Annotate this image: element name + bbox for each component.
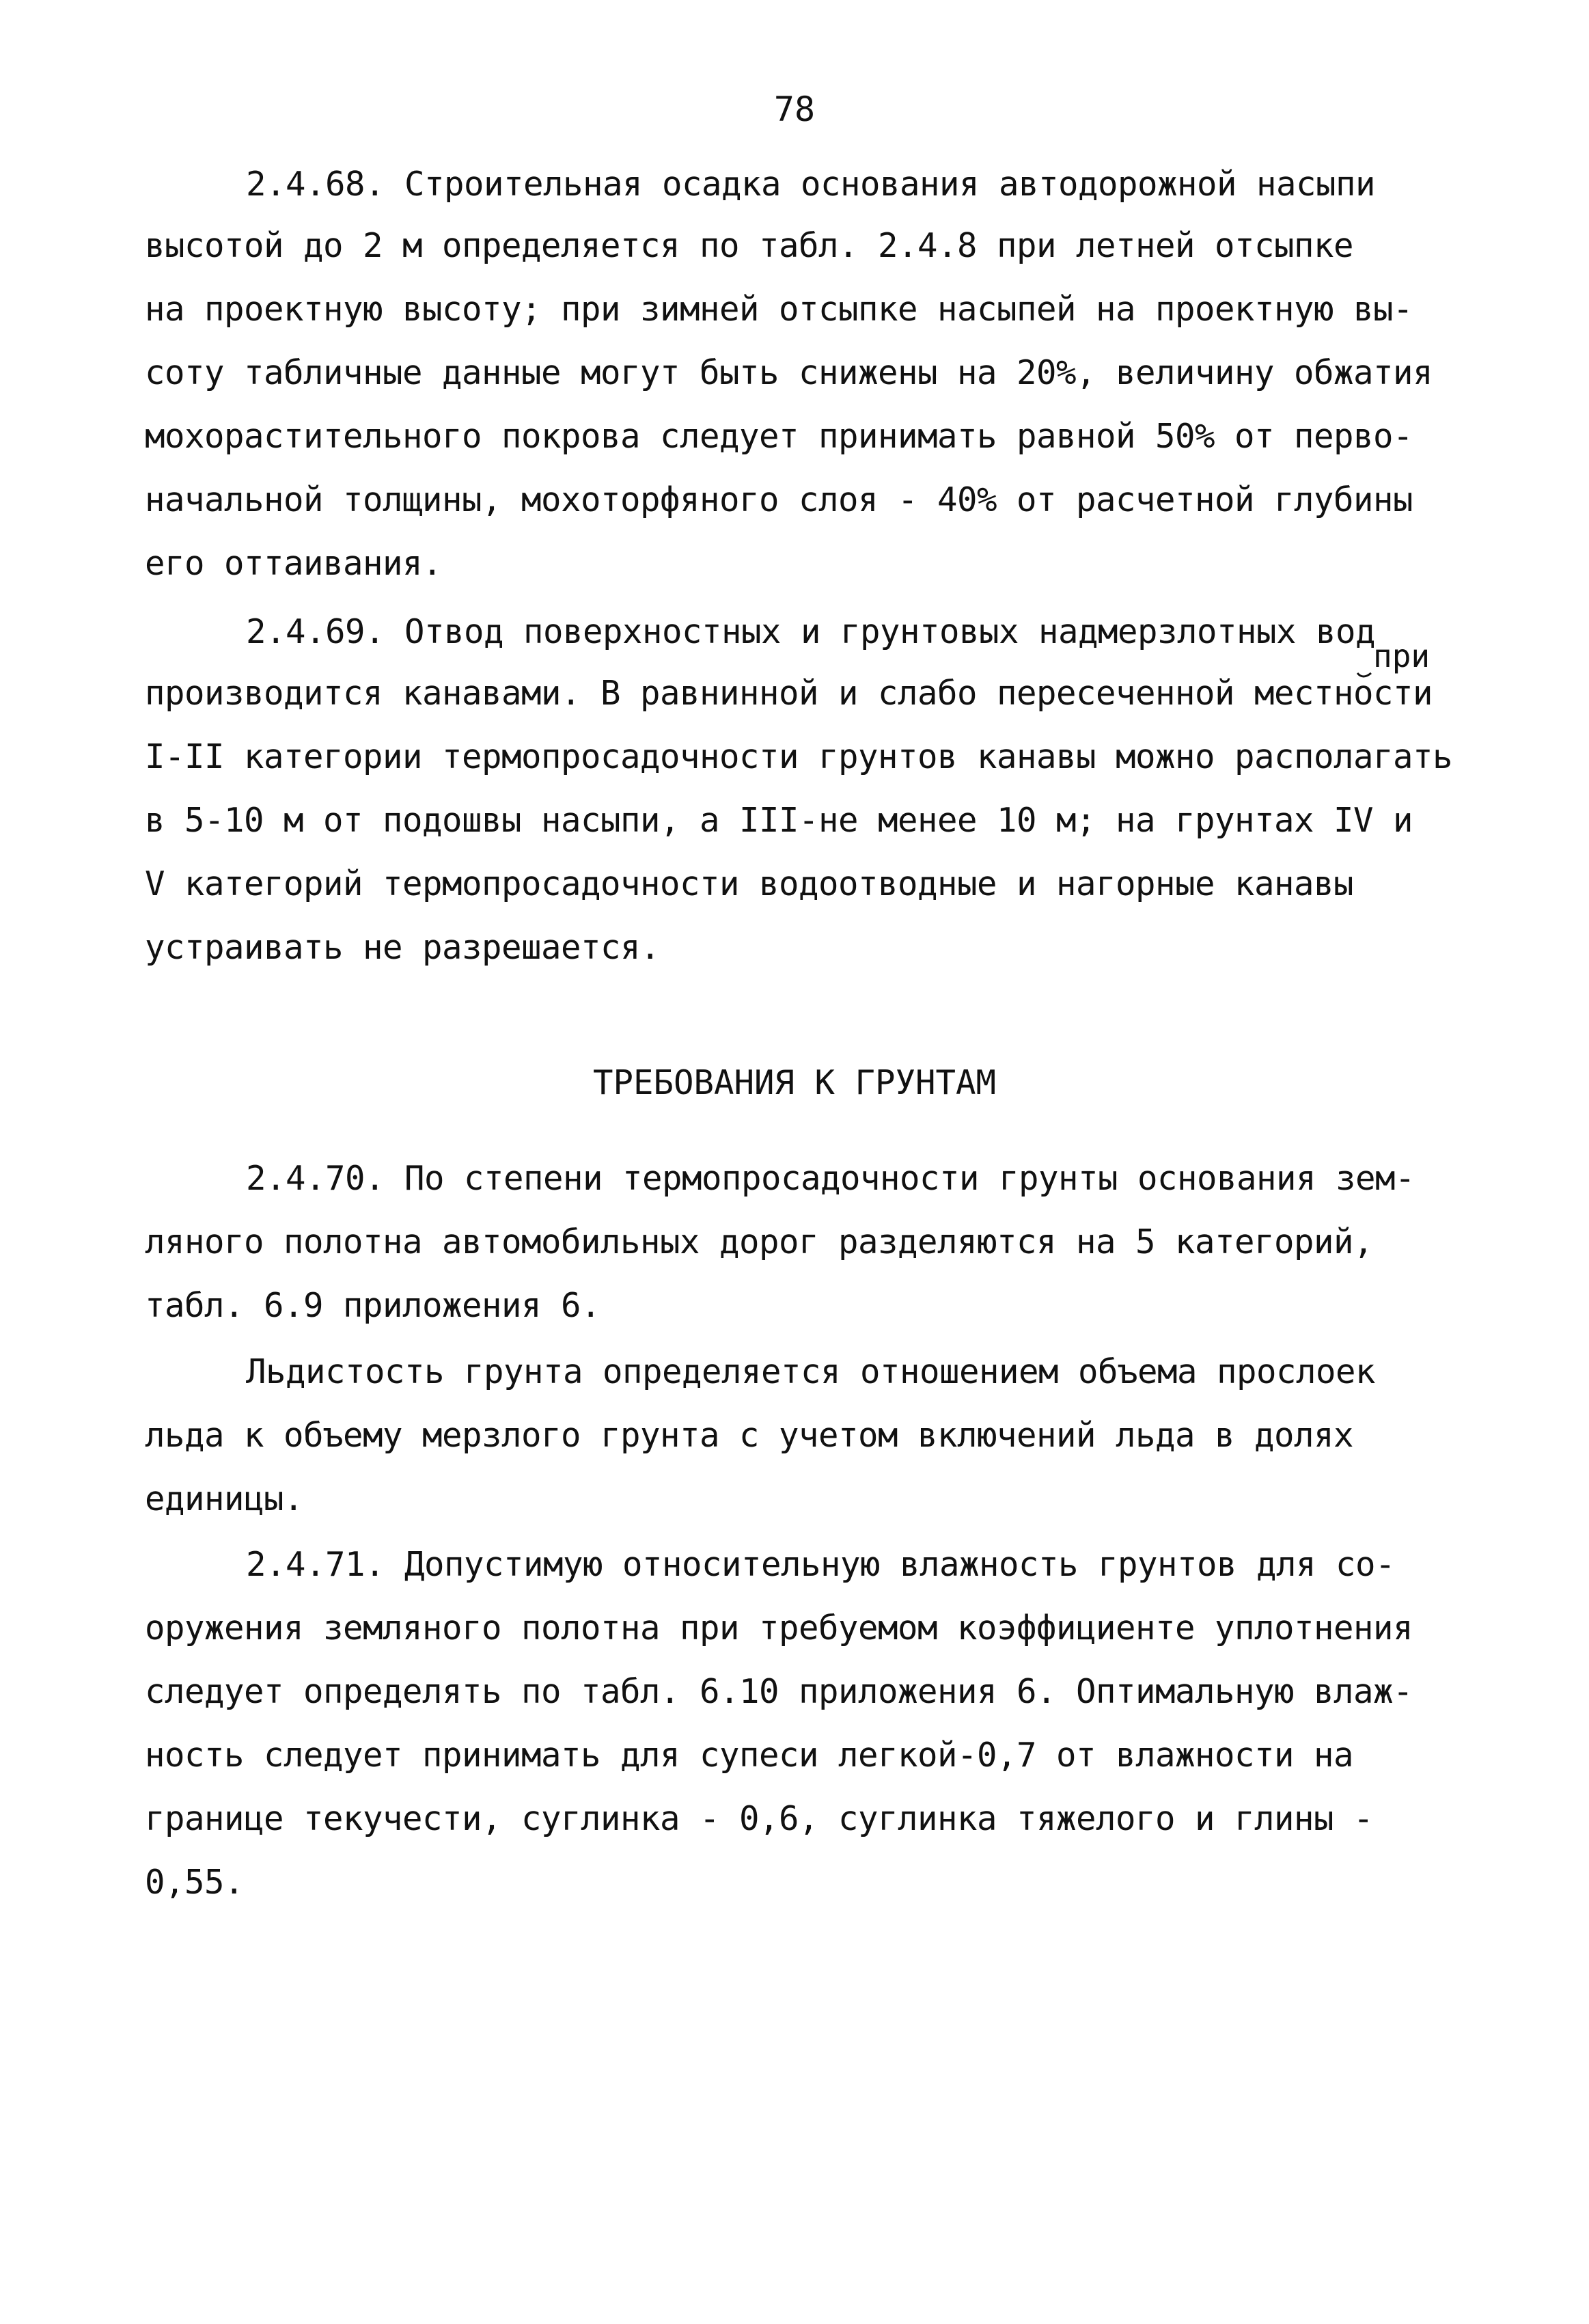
- text-line: 2.4.69. Отвод поверхностных и грунтовых надмерзлотных вод: [246, 612, 1376, 651]
- text-line: устраивать не разрешается.: [145, 928, 661, 967]
- text-line: на проектную высоту; при зимней отсыпке насыпей на проектную вы-: [145, 290, 1413, 329]
- text-line: соту табличные данные могут быть снижены на 20%, величину обжатия: [145, 353, 1433, 392]
- text-line: в 5-10 м от подошвы насыпи, а III-не менее 10 м; на грунтах IV и: [145, 801, 1413, 840]
- text-line: оружения земляного полотна при требуемом коэффициенте уплотнения: [145, 1609, 1413, 1648]
- text-line: высотой до 2 м определяется по табл. 2.4.8 при летней отсыпке: [145, 226, 1354, 265]
- text-line: ляного полотна автомобильных дорог разделяются на 5 категорий,: [145, 1222, 1374, 1261]
- text-line: его оттаивания.: [145, 544, 443, 583]
- text-line: 0,55.: [145, 1863, 245, 1902]
- text-line: V категорий термопросадочности водоотводные и нагорные канавы: [145, 864, 1354, 903]
- handwritten-insert: при: [1373, 638, 1431, 674]
- text-line: ность следует принимать для супеси легкой-0,7 от влажности на: [145, 1736, 1354, 1775]
- text-line: границе текучести, суглинка - 0,6, суглинка тяжелого и глины -: [145, 1799, 1374, 1838]
- text-line: мохорастительного покрова следует принимать равной 50% от перво-: [145, 417, 1413, 456]
- text-line: Льдистость грунта определяется отношением объема прослоек: [246, 1352, 1376, 1391]
- text-line: льда к объему мерзлого грунта с учетом включений льда в долях: [145, 1416, 1354, 1455]
- text-line: I-II категории термопросадочности грунтов канавы можно располагать: [145, 737, 1453, 776]
- text-line: начальной толщины, мохоторфяного слоя - 40% от расчетной глубины: [145, 480, 1413, 519]
- text-line: единицы.: [145, 1479, 304, 1518]
- text-line: 2.4.70. По степени термопросадочности грунты основания зем-: [246, 1159, 1415, 1198]
- text-line: следует определять по табл. 6.10 приложения 6. Оптимальную влаж-: [145, 1672, 1413, 1711]
- section-heading: ТРЕБОВАНИЯ К ГРУНТАМ: [592, 1063, 996, 1102]
- text-line: табл. 6.9 приложения 6.: [145, 1286, 601, 1325]
- text-line: производится канавами. В равнинной и слабо пересеченной местности: [145, 674, 1433, 713]
- text-line: 2.4.71. Допустимую относительную влажность грунтов для со-: [246, 1545, 1396, 1584]
- page-number: 78: [773, 90, 816, 129]
- text-line: 2.4.68. Строительная осадка основания автодорожной насыпи: [246, 165, 1376, 204]
